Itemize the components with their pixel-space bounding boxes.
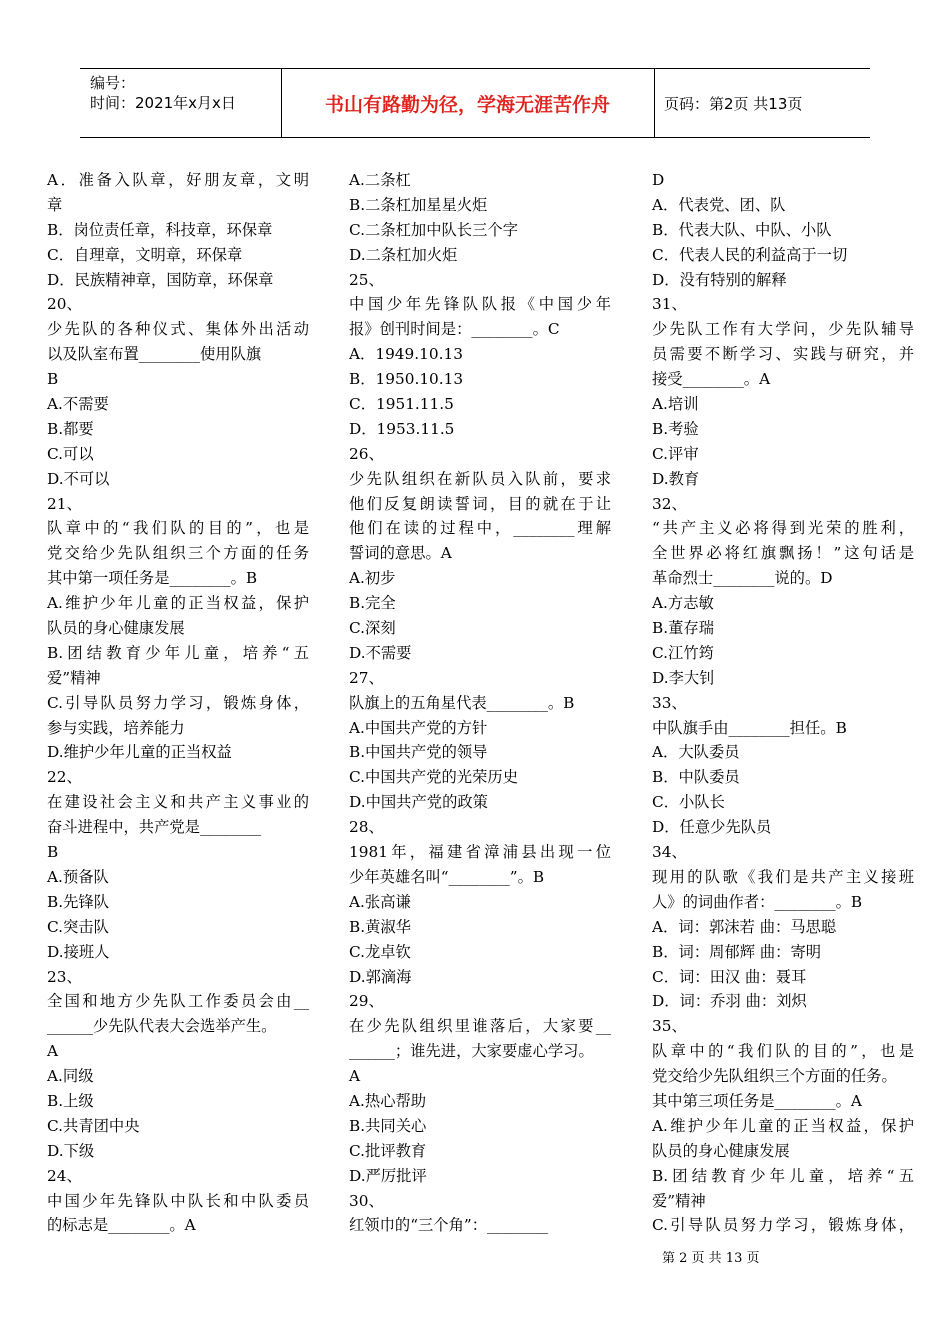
text-line: D．1953.11.5: [349, 419, 455, 438]
text-line: 23、: [47, 967, 82, 986]
text-line: 28、: [349, 818, 384, 837]
text-line: 1981年，福建省漳浦县出现一位: [349, 843, 611, 862]
text-line: D.严厉批评: [349, 1166, 427, 1185]
text-line: 队章中的“我们队的目的”，也是: [47, 519, 309, 538]
text-line: B.团结教育少年儿童，培养“五: [652, 1166, 914, 1185]
text-line: D．没有特别的解释: [652, 270, 787, 289]
text-line: 31、: [652, 295, 687, 314]
text-line: 党交给少先队组织三个方面的任务: [47, 544, 309, 563]
text-line: 22、: [47, 768, 82, 787]
text-line: A．代表党、团、队: [652, 195, 786, 214]
text-line: 全国和地方少先队工作委员会由__: [47, 992, 309, 1011]
text-line: C．词：田汉 曲：聂耳: [652, 967, 807, 986]
text-line: A.中国共产党的方针: [349, 718, 488, 737]
text-line: C.引导队员努力学习，锻炼身体，: [652, 1216, 914, 1235]
header-meta: [90, 73, 236, 113]
text-line: B.二条杠加星星火炬: [349, 195, 488, 214]
text-line: 26、: [349, 444, 384, 463]
text-line: 的标志是________。A: [47, 1216, 196, 1235]
text-line: B.完全: [349, 594, 396, 613]
text-line: 少先队组织在新队员入队前，要求: [349, 469, 611, 488]
text-line: 少年英雄名叫“________”。B: [349, 867, 545, 886]
header-motto: 书山有路勤为径，学海无涯苦作舟: [324, 93, 610, 116]
text-line: 32、: [652, 494, 687, 513]
text-column-2: [349, 168, 611, 1238]
text-line: C.突击队: [47, 917, 109, 936]
text-line: 在少先队组织里谁落后，大家要__: [349, 1017, 611, 1036]
text-line: C.批评教育: [349, 1141, 427, 1160]
text-line: D.二条杠加火炬: [349, 245, 458, 264]
text-line: D．民族精神章，国防章，环保章: [47, 270, 274, 289]
header-page-label: 页码：第2页 共13页: [664, 94, 803, 113]
text-line: B．1950.10.13: [349, 370, 464, 389]
text-line: “共产主义必将得到光荣的胜利，: [652, 519, 914, 538]
text-line: A: [47, 1042, 59, 1061]
text-line: 爱”精神: [652, 1191, 706, 1210]
text-line: A.热心帮助: [349, 1091, 427, 1110]
text-line: C.引导队员努力学习，锻炼身体，: [47, 693, 309, 712]
text-line: 章: [47, 195, 63, 214]
time-label: 时间：2021年x月x日: [90, 94, 236, 112]
text-line: A.维护少年儿童的正当权益，保护: [652, 1116, 914, 1135]
text-line: 报》创刊时间是：________。C: [349, 320, 560, 339]
text-line: 现用的队歌《我们是共产主义接班: [652, 867, 914, 886]
text-line: B.上级: [47, 1091, 94, 1110]
text-line: 少先队的各种仪式、集体外出活动: [47, 320, 309, 339]
text-line: C．代表人民的利益高于一切: [652, 245, 848, 264]
text-line: C．1951.11.5: [349, 395, 454, 414]
text-line: D.郭滴海: [349, 967, 412, 986]
text-line: D: [652, 171, 665, 189]
text-line: B.团结教育少年儿童，培养“五: [47, 643, 309, 662]
text-line: B: [47, 370, 59, 389]
text-line: 33、: [652, 693, 687, 712]
text-column-3: [652, 168, 914, 1238]
text-line: B.黄淑华: [349, 917, 411, 936]
text-line: 红领巾的“三个角”：________: [349, 1216, 549, 1235]
text-line: ______少先队代表大会选举产生。: [47, 1017, 277, 1036]
number-label: 编号：: [90, 74, 136, 92]
text-line: 爱”精神: [47, 668, 101, 687]
text-line: C.深刻: [349, 619, 396, 638]
text-line: A．1949.10.13: [349, 345, 463, 364]
text-line: D.李大钊: [652, 668, 715, 687]
text-line: 队员的身心健康发展: [652, 1141, 790, 1160]
text-line: 27、: [349, 668, 384, 687]
text-line: D.维护少年儿童的正当权益: [47, 743, 232, 762]
text-line: A.方志敏: [652, 594, 714, 613]
text-line: C.江竹筠: [652, 643, 714, 662]
text-line: C.评审: [652, 444, 699, 463]
text-line: C.中国共产党的光荣历史: [349, 768, 518, 787]
text-line: D．词：乔羽 曲：刘炽: [652, 992, 807, 1011]
text-line: 20、: [47, 295, 82, 314]
text-line: C.二条杠加中队长三个字: [349, 220, 518, 239]
text-line: 奋斗进程中，共产党是________: [47, 818, 262, 837]
text-line: 中国少年先锋队队报《中国少年: [349, 295, 611, 314]
text-line: A.初步: [349, 569, 396, 588]
text-line: B．词：周郁辉 曲：寄明: [652, 942, 822, 961]
text-line: 全世界必将红旗飘扬！”这句话是: [652, 544, 914, 563]
text-line: 29、: [349, 992, 384, 1011]
header-divider-right: [654, 69, 655, 137]
text-line: D.中国共产党的政策: [349, 793, 488, 812]
text-line: 队旗上的五角星代表________。B: [349, 693, 575, 712]
text-line: 革命烈士________说的。D: [652, 569, 833, 588]
text-line: 中国少年先锋队中队长和中队委员: [47, 1191, 309, 1210]
text-line: A.维护少年儿童的正当权益，保护: [47, 594, 309, 613]
text-line: A.培训: [652, 395, 699, 414]
text-line: 30、: [349, 1191, 384, 1210]
page-header: [80, 68, 870, 138]
text-column-1: [47, 168, 309, 1238]
text-line: D.接班人: [47, 942, 110, 961]
text-line: 誓词的意思。A: [349, 544, 452, 563]
text-line: B.考验: [652, 419, 699, 438]
text-line: ______；谁先进，大家要虚心学习。: [349, 1042, 594, 1061]
text-line: 接受________。A: [652, 370, 771, 389]
text-line: B．中队委员: [652, 768, 740, 787]
text-line: D.教育: [652, 469, 700, 488]
text-line: A．词：郭沫若 曲：马思聪: [652, 917, 837, 936]
text-line: D.不可以: [47, 469, 110, 488]
text-line: A.张高谦: [349, 892, 411, 911]
text-line: 参与实践，培养能力: [47, 718, 185, 737]
text-line: B.共同关心: [349, 1116, 427, 1135]
text-line: 党交给少先队组织三个方面的任务。: [652, 1067, 897, 1086]
text-line: 35、: [652, 1017, 687, 1036]
text-line: B．岗位责任章，科技章，环保章: [47, 220, 273, 239]
text-line: A.不需要: [47, 395, 109, 414]
text-line: C.龙卓钦: [349, 942, 411, 961]
text-line: D.不需要: [349, 643, 412, 662]
text-line: B.董存瑞: [652, 619, 714, 638]
text-line: 其中第一项任务是________。B: [47, 569, 258, 588]
text-line: C.可以: [47, 444, 94, 463]
text-line: A.预备队: [47, 867, 109, 886]
text-line: 21、: [47, 494, 82, 513]
text-line: C．小队长: [652, 793, 725, 812]
text-line: B.先锋队: [47, 892, 109, 911]
text-line: 在建设社会主义和共产主义事业的: [47, 793, 309, 812]
text-line: 中队旗手由________担任。B: [652, 718, 847, 737]
text-line: 24、: [47, 1166, 82, 1185]
text-line: A: [349, 1067, 361, 1086]
text-line: 34、: [652, 843, 687, 862]
text-line: A.二条杠: [349, 171, 411, 189]
text-line: 员需要不断学习、实践与研究，并: [652, 345, 914, 364]
text-line: A．准备入队章，好朋友章，文明: [47, 171, 309, 189]
text-line: B.都要: [47, 419, 94, 438]
text-line: A.同级: [47, 1067, 94, 1086]
text-line: 队员的身心健康发展: [47, 619, 185, 638]
text-line: 以及队室布置________使用队旗: [47, 345, 262, 364]
page-footer: 第 2 页 共 13 页: [662, 1251, 760, 1266]
text-line: C．自理章，文明章，环保章: [47, 245, 243, 264]
text-line: C.共青团中央: [47, 1116, 140, 1135]
text-line: B.中国共产党的领导: [349, 743, 488, 762]
text-line: B: [47, 843, 59, 862]
text-line: D．任意少先队员: [652, 818, 772, 837]
text-line: 少先队工作有大学问，少先队辅导: [652, 320, 914, 339]
text-line: D.下级: [47, 1141, 95, 1160]
text-line: 他们反复朗读誓词，目的就在于让: [349, 494, 611, 513]
text-line: 队章中的“我们队的目的”，也是: [652, 1042, 914, 1061]
text-line: 其中第三项任务是________。A: [652, 1091, 862, 1110]
text-line: 他们在读的过程中，________理解: [349, 519, 611, 538]
text-line: 人》的词曲作者：________。B: [652, 892, 863, 911]
text-line: 25、: [349, 270, 384, 289]
text-line: A．大队委员: [652, 743, 740, 762]
text-line: B．代表大队、中队、小队: [652, 220, 832, 239]
